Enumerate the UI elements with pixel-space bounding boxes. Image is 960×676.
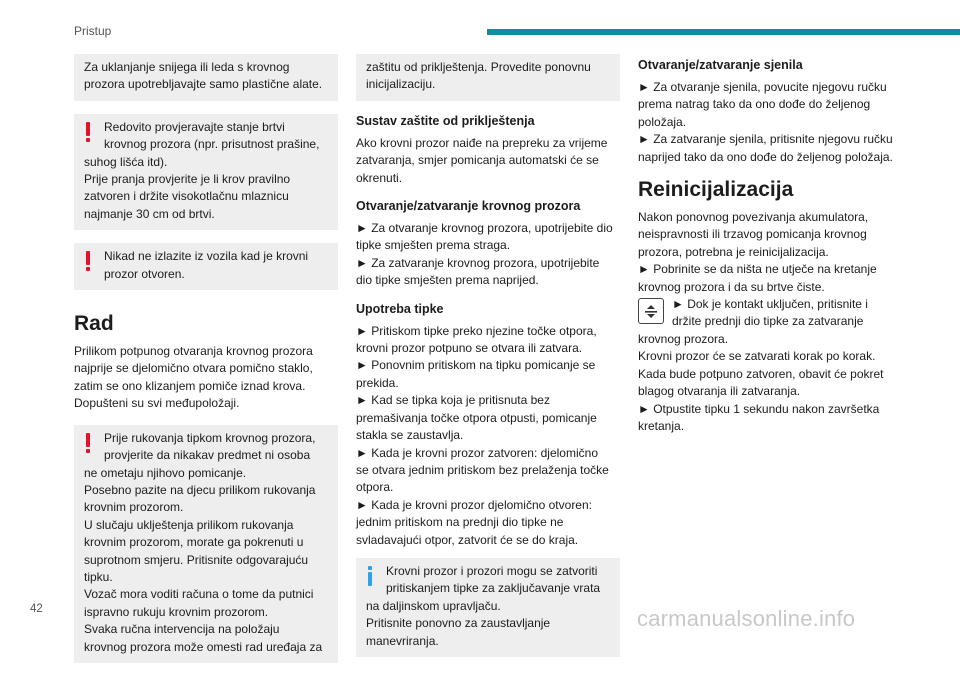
paragraph-line: ► Dok je kontakt uključen, pritisnite i [672, 297, 868, 312]
warning-line: Nikad ne izlazite iz vozila kad je krovni [104, 249, 309, 264]
paragraph-line: ► Za otvaranje sjenila, povucite njegovu ručku [638, 80, 887, 94]
column-right [638, 54, 906, 435]
warning-box-seals [74, 114, 338, 230]
paragraph-line: ► Kad se tipka koja je pritisnuta bez [356, 393, 550, 408]
warning-line: Svaka ručna intervencija na položaju [84, 622, 280, 637]
warning-icon [86, 433, 90, 453]
paragraph-line: Krovni prozor će se zatvarati korak po korak. [638, 349, 876, 364]
heading-rad: Rad [74, 312, 114, 336]
warning-line: krovnog prozora može omesti rad uređaja za [84, 639, 323, 654]
paragraph-line: premašivanja točke otpora otpusti, pomicanje [356, 410, 597, 425]
paragraph-line: ► Kada je krovni prozor zatvoren: djelomično [356, 445, 598, 460]
warning-line: tipku. [84, 569, 113, 584]
paragraph-line: krovni prozor potpuno se otvara ili zatvara. [356, 341, 583, 356]
paragraph-line: prema natrag tako da ono dođe do željenog [638, 97, 871, 112]
paragraph-line: Dopušteni su svi međupoložaji. [74, 396, 240, 411]
warning-line: suhog lišća itd). [84, 154, 168, 169]
paragraph-line: okrenuti. [356, 170, 403, 185]
paragraph-line: tipke smješten prema straga. [356, 238, 511, 253]
section-title: Pristup [74, 24, 112, 38]
info-box-remote [356, 558, 620, 657]
warning-line: Posebno pazite na djecu prilikom rukovanja [84, 482, 316, 497]
paragraph-line: zatim se ono klizanjem pomiče iznad krova. [74, 378, 306, 393]
paragraph-line: ► Za otvaranje krovnog prozora, upotrijebite dio [356, 221, 613, 236]
info-line: na daljinskom upravljaču. [366, 598, 501, 613]
paragraph-line: ► Otpustite tipku 1 sekundu nakon završetka [638, 401, 880, 416]
paragraph-line: ► Ponovnim pritiskom na tipku pomicanje se [356, 358, 596, 373]
paragraph-line: prozora, potrebna je reinicijalizacija. [638, 244, 829, 259]
paragraph-line: Nakon ponovnog povezivanja akumulatora, [638, 210, 869, 225]
paragraph-line: stakla se zaustavlja. [356, 428, 464, 443]
info-line: Pritisnite ponovno za zaustavljanje [366, 616, 551, 631]
note-line: prozora upotrebljavajte samo plastične alate. [84, 77, 323, 92]
heading-blind: Otvaranje/zatvaranje sjenila [638, 58, 803, 72]
heading-reinit: Reinicijalizacija [638, 178, 794, 202]
warning-icon [86, 251, 90, 271]
warning-icon [86, 122, 90, 142]
warning-line: prozor otvoren. [104, 266, 185, 281]
paragraph-line: krovnog prozora. [638, 331, 729, 346]
warning-line: krovnim prozorom, morate ga pokrenuti u [84, 535, 304, 550]
paragraph-line: kretanja. [638, 418, 685, 433]
heading-open-close-sunroof: Otvaranje/zatvaranje krovnog prozora [356, 199, 581, 214]
warning-line: zatvoren i držite visokotlačnu mlaznicu [84, 189, 289, 204]
warning-box-exit [74, 243, 338, 290]
paragraph-line: ► Za zatvaranje sjenila, pritisnite njegovu ručku [638, 132, 893, 147]
paragraph-line: ► Za zatvaranje krovnog prozora, upotrijebite [356, 255, 600, 270]
warning-line: Redovito provjeravajte stanje brtvi [104, 119, 285, 134]
warning-line: suprotnom smjeru. Pritisnite odgovarajuću [84, 552, 309, 567]
heading-anti-pinch: Sustav zaštite od priklještenja [356, 113, 535, 128]
paragraph-line: ► Pobrinite se da ništa ne utječe na kretanje [638, 262, 877, 277]
warning-line: provjerite da nikakav predmet ni osoba [104, 448, 311, 463]
warning-line: krovnog prozora (npr. prisutnost prašine, [104, 137, 320, 152]
button-instruction [638, 296, 906, 331]
sunroof-close-button-icon [638, 298, 664, 324]
paragraph-line: ► Pritiskom tipke preko njezine točke otpora, [356, 323, 597, 338]
info-line: Krovni prozor i prozori mogu se zatvoriti [386, 563, 598, 578]
paragraph-line: neispravnosti ili trzavog pomicanja krovnog [638, 227, 867, 242]
paragraph-line: prekida. [356, 375, 399, 390]
paragraph-line: svladavajući otpor, zatvorit će se do kraja. [356, 532, 579, 547]
page-number: 42 [30, 603, 43, 615]
warning-line: ne ometaju njihovo pomicanje. [84, 465, 247, 480]
column-left [74, 54, 338, 676]
paragraph-line: dio tipke smješten prema naprijed. [356, 273, 539, 288]
paragraph-line: blagog otvaranja ili zatvaranja. [638, 384, 801, 399]
info-line: manevriranja. [366, 633, 439, 648]
paragraph-line: krovnog prozora i da su brtve čiste. [638, 279, 825, 294]
warning-box-operation [74, 425, 338, 663]
paragraph-line: najprije se djelomično otvara pomično staklo, [74, 361, 313, 376]
warning-line: ispravno rukuju krovnim prozorom. [84, 604, 269, 619]
info-line: pritiskanjem tipke za zaključavanje vrata [386, 581, 601, 596]
paragraph-line: otpora. [356, 480, 394, 495]
paragraph-line: Ako krovni prozor naiđe na prepreku za vrijeme [356, 135, 608, 150]
paragraph-line: položaja. [638, 114, 687, 129]
warning-line: inicijalizaciju. [366, 77, 436, 92]
paragraph-line: Kada bude potpuno zatvoren, obavit će pokret [638, 366, 884, 381]
header-accent-bar [487, 29, 960, 35]
paragraph-line: jednim pritiskom na prednji dio tipke ne [356, 515, 564, 530]
watermark: carmanualsonline.info [637, 606, 856, 631]
paragraph-line: se otvara jednim pritiskom bez prelaženja točke [356, 462, 609, 477]
paragraph-line: ► Kada je krovni prozor djelomično otvoren: [356, 497, 592, 512]
paragraph-line: naprijed tako da ono dođe do željenog položaja. [638, 149, 893, 164]
paragraph-line: Prilikom potpunog otvaranja krovnog prozora [74, 344, 313, 359]
warning-line: krovnim prozorom. [84, 500, 184, 515]
paragraph-line: zatvaranja, smjer pomicanja automatski će se [356, 153, 599, 168]
note-line: Za uklanjanje snijega ili leda s krovnog [84, 60, 290, 74]
heading-button-use: Upotreba tipke [356, 301, 444, 316]
warning-line: Vozač mora voditi računa o tome da putnici [84, 587, 314, 602]
warning-line: Prije rukovanja tipkom krovnog prozora, [104, 430, 316, 445]
warning-line: zaštitu od priklještenja. Provedite ponovnu [366, 60, 591, 74]
column-middle [356, 54, 620, 670]
warning-line: U slučaju uklještenja prilikom rukovanja [84, 517, 294, 532]
warning-box-continued [356, 54, 620, 101]
info-icon [368, 566, 372, 586]
note-box-tools [74, 54, 338, 101]
paragraph-line: držite prednji dio tipke za zatvaranje [672, 314, 864, 329]
warning-line: Prije pranja provjerite je li krov pravilno [84, 172, 291, 187]
warning-line: najmanje 30 cm od brtvi. [84, 206, 215, 221]
